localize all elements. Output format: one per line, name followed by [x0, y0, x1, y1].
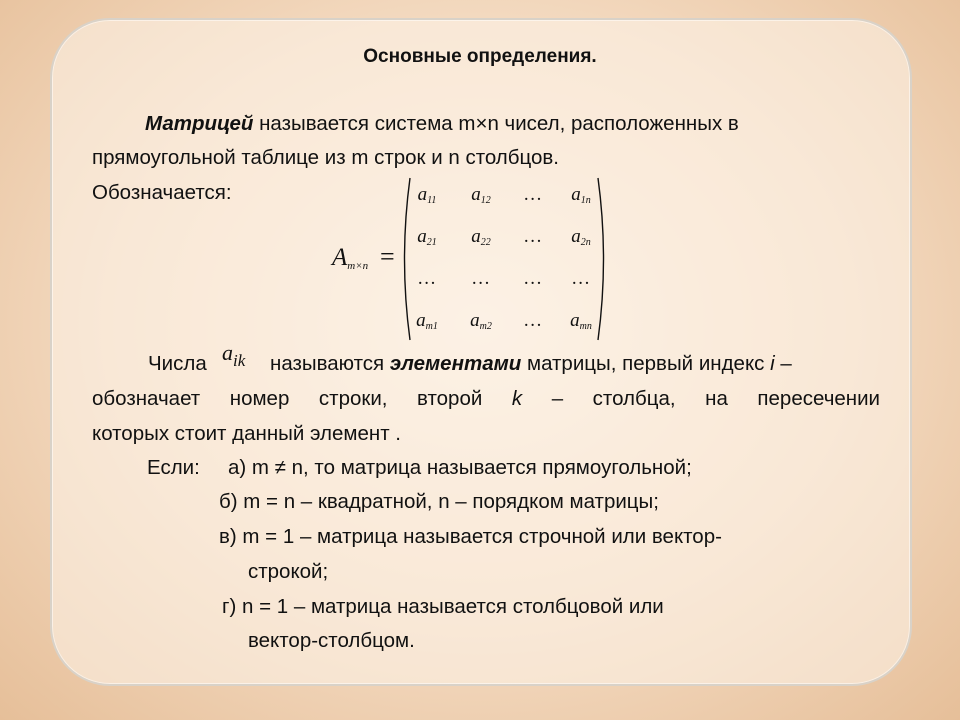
matrix-cell: … [524, 268, 542, 289]
if-label: Если: [147, 456, 200, 479]
matrix-cell: $a_{11}$ [417, 184, 437, 206]
matrix-cell: $a_{2n}$ [571, 226, 591, 248]
matrix-cell: … [472, 268, 490, 289]
matrix-lhs: $A_{m\times n}$ [332, 244, 369, 272]
case-g-line-2: вектор-столбцом. [248, 629, 415, 652]
matrix-cell: $a_{1n}$ [571, 184, 591, 206]
matrix-cell: $a_{21}$ [417, 226, 437, 248]
case-a: а) m ≠ n, то матрица называется прямоугольной; [228, 456, 692, 479]
term-matrix: Матрицей [145, 112, 254, 135]
case-v-line-1: в) m = 1 – матрица называется строчной или вектор- [219, 525, 722, 548]
matrix-cell: … [524, 226, 542, 247]
matrix-cell: $a_{22}$ [471, 226, 491, 248]
matrix-cell: $a_{12}$ [471, 184, 491, 206]
elements-line-3: которых стоит данный элемент . [92, 422, 401, 445]
elements-line-2: обозначает номер строки, второй k – столбца, на пересечении [92, 387, 880, 410]
case-g-line-1: г) n = 1 – матрица называется столбцовой или [222, 595, 664, 618]
matrix-cell: $a_{m1}$ [416, 310, 438, 332]
matrix-formula [332, 176, 622, 346]
definition-text-1: называется система m×n чисел, расположенных в [253, 112, 739, 135]
elements-line-1-rest: называются элементами матрицы, первый индекс i – [270, 352, 792, 375]
elements-prefix: Числа [148, 352, 207, 375]
matrix-cell: … [418, 268, 436, 289]
aik-symbol: $a_{ik}$ [222, 340, 246, 370]
term-elements: элементами [389, 352, 522, 375]
matrix-cell: … [524, 310, 542, 331]
equals-sign: = [380, 242, 395, 271]
slide-title: Основные определения. [363, 46, 597, 67]
definition-line-1 [145, 112, 739, 136]
denoted-label: Обозначается: [92, 181, 232, 204]
case-b: б) m = n – квадратной, n – порядком матрицы; [219, 490, 659, 513]
matrix-cell: … [524, 184, 542, 205]
matrix-cell: $a_{m2}$ [470, 310, 492, 332]
matrix-cell: … [572, 268, 590, 289]
elements-line-1 [148, 352, 207, 376]
definition-line-2: прямоугольной таблице из m строк и n столбцов. [92, 146, 560, 169]
case-v-line-2: строкой; [248, 560, 329, 583]
matrix-cell: $a_{mn}$ [570, 310, 592, 332]
